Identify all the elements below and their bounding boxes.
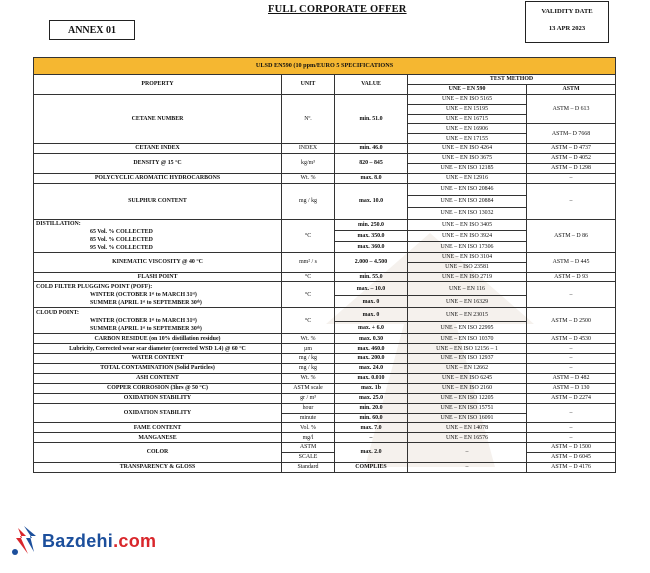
contamination-astm: – <box>527 364 616 374</box>
bazdehi-logo <box>10 521 156 561</box>
logo-text-main: Bazdehi <box>42 530 114 551</box>
col-value: VALUE <box>335 75 408 95</box>
viscosity-value: 2.000 – 4.500 <box>335 252 408 272</box>
fame-unit: Vol. % <box>282 423 335 433</box>
density-property: DENSITY @ 15 °C <box>34 154 282 174</box>
cetane-une-3: UNE – EN 16715 <box>408 114 527 124</box>
viscosity-unit: mm² / s <box>282 252 335 272</box>
contamination-une: UNE – EN 12662 <box>408 364 527 374</box>
cloud-heading: CLOUD POINT: <box>36 309 79 316</box>
cloud-unit: °C <box>282 308 335 334</box>
water-une: UNE – EN ISO 12937 <box>408 354 527 364</box>
color-unit-2: SCALE <box>282 453 335 463</box>
color-une: – <box>408 443 527 463</box>
copper-property: COPPER CORROSION (3hrs @ 50 °C) <box>34 383 282 393</box>
distillation-heading: DISTILLATION: <box>36 220 81 227</box>
density-unit: kg/m³ <box>282 154 335 174</box>
distillation-line: 95 Vol. % COLLECTED <box>90 244 153 251</box>
pah-value: max. 8.0 <box>335 173 408 183</box>
transparency-unit: Standard <box>282 463 335 473</box>
density-astm-1: ASTM – D 4052 <box>527 154 616 164</box>
cetane-une-2: UNE – EN 15195 <box>408 104 527 114</box>
col-test-method: TEST METHOD <box>408 75 616 85</box>
ash-value: max. 0.010 <box>335 374 408 384</box>
cfpp-une-1: UNE – EN 116 <box>408 282 527 296</box>
col-property: PROPERTY <box>34 75 282 95</box>
cetane-index-une: UNE – EN ISO 4264 <box>408 144 527 154</box>
lubricity-unit: µm <box>282 344 335 354</box>
distillation-une-3: UNE – EN ISO 17306 <box>408 241 527 252</box>
oxidation2-property: OXIDATION STABILITY <box>34 403 282 423</box>
cetane-une-5: UNE – EN 17155 <box>408 134 527 144</box>
transparency-une: – <box>408 463 527 473</box>
transparency-astm: ASTM – D 4176 <box>527 463 616 473</box>
col-une: UNE – EN 590 <box>408 84 527 94</box>
viscosity-une-2: UNE – ISO 23581 <box>408 262 527 272</box>
cetane-une-4: UNE – EN 16906 <box>408 124 527 134</box>
validity-date: 13 APR 2023 <box>548 25 586 32</box>
oxidation2-value-2: min. 60.0 <box>335 413 408 423</box>
carbon-residue-value: max. 0.30 <box>335 334 408 344</box>
cloud-line: WINTER (OCTOBER 1ˢᵗ to MARCH 31ˢᵗ) <box>90 317 197 324</box>
oxidation-astm: ASTM – D 2274 <box>527 393 616 403</box>
oxidation2-unit-1: hour <box>282 403 335 413</box>
manganese-une: UNE – EN 16576 <box>408 433 527 443</box>
contamination-property: TOTAL CONTAMINATION (Solid Particles) <box>34 364 282 374</box>
pah-une: UNE – EN 12916 <box>408 173 527 183</box>
flash-astm: ASTM – D 93 <box>527 272 616 282</box>
distillation-line: 65 Vol. % COLLECTED <box>90 228 153 235</box>
oxidation2-astm: – <box>527 403 616 423</box>
contamination-value: max. 24.0 <box>335 364 408 374</box>
cetane-astm-1: ASTM – D 613 <box>527 94 616 124</box>
lubricity-astm: – <box>527 344 616 354</box>
spec-band: ULSD EN590 (10 ppm/EURO 5 SPECIFICATIONS <box>34 58 616 75</box>
distillation-value-1: min. 250.0 <box>335 219 408 230</box>
page-title: FULL CORPORATE OFFER <box>268 4 407 15</box>
cfpp-une-2: UNE – EN 16329 <box>408 296 527 308</box>
distillation-value-2: max. 350.0 <box>335 230 408 241</box>
carbon-residue-unit: Wt. % <box>282 334 335 344</box>
cloud-value-2: max. + 6.0 <box>335 322 408 334</box>
sulphur-value: max. 10.0 <box>335 183 408 219</box>
manganese-astm: – <box>527 433 616 443</box>
ash-unit: Wt. % <box>282 374 335 384</box>
annex-label: ANNEX 01 <box>49 20 135 40</box>
water-astm: – <box>527 354 616 364</box>
cfpp-astm: – <box>527 282 616 308</box>
water-value: max. 200.0 <box>335 354 408 364</box>
distillation-unit: °C <box>282 219 335 252</box>
transparency-value: COMPLIES <box>335 463 408 473</box>
distillation-line: 85 Vol. % COLLECTED <box>90 236 153 243</box>
distillation-une-1: UNE – EN ISO 3405 <box>408 219 527 230</box>
cetane-value: min. 51.0 <box>335 94 408 143</box>
water-unit: mg / kg <box>282 354 335 364</box>
oxidation-une: UNE – EN ISO 12205 <box>408 393 527 403</box>
cetane-une-1: UNE – EN ISO 5165 <box>408 94 527 104</box>
specification-table <box>33 57 616 473</box>
carbon-residue-une: UNE – EN ISO 10370 <box>408 334 527 344</box>
flash-value: min. 55.0 <box>335 272 408 282</box>
color-unit-1: ASTM <box>282 443 335 453</box>
cfpp-property <box>34 282 282 308</box>
contamination-unit: mg / kg <box>282 364 335 374</box>
col-astm: ASTM <box>527 84 616 94</box>
density-astm-2: ASTM – D 1298 <box>527 164 616 174</box>
carbon-residue-property: CARBON RESIDUE (on 10% distillation residue) <box>34 334 282 344</box>
color-value: max. 2.0 <box>335 443 408 463</box>
manganese-unit: mg/l <box>282 433 335 443</box>
carbon-residue-astm: ASTM – D 4530 <box>527 334 616 344</box>
color-astm-2: ASTM – D 6045 <box>527 453 616 463</box>
density-value: 820 – 845 <box>335 154 408 174</box>
ash-property: ASH CONTENT <box>34 374 282 384</box>
oxidation2-une-1: UNE – EN ISO 15751 <box>408 403 527 413</box>
manganese-property: MANGANESE <box>34 433 282 443</box>
cfpp-line: SUMMER (APRIL 1ˢᵗ to SEPTEMBER 30ᵗʰ) <box>90 299 202 306</box>
fame-une: UNE – EN 14078 <box>408 423 527 433</box>
sulphur-une-1: UNE – EN ISO 20846 <box>408 183 527 195</box>
pah-unit: Wt. % <box>282 173 335 183</box>
cloud-line: SUMMER (APRIL 1ˢᵗ to SEPTEMBER 30ᵗʰ) <box>90 325 202 332</box>
col-unit: UNIT <box>282 75 335 95</box>
oxidation2-une-2: UNE – EN ISO 16091 <box>408 413 527 423</box>
cfpp-value-2: max. 0 <box>335 296 408 308</box>
flash-unit: °C <box>282 272 335 282</box>
bazdehi-logo-text <box>42 531 156 552</box>
color-astm-1: ASTM – D 1500 <box>527 443 616 453</box>
cetane-index-property: CETANE INDEX <box>34 144 282 154</box>
oxidation2-value-1: min. 20.0 <box>335 403 408 413</box>
cfpp-heading: COLD FILTER PLUGGING POINT (POFF): <box>36 283 153 290</box>
cloud-une-1: UNE – EN 23015 <box>408 308 527 322</box>
cetane-index-value: min. 46.0 <box>335 144 408 154</box>
manganese-value: – <box>335 433 408 443</box>
cloud-astm: ASTM – D 2500 <box>527 308 616 334</box>
distillation-property <box>34 219 282 252</box>
copper-value: max. 1b <box>335 383 408 393</box>
sulphur-astm: – <box>527 183 616 219</box>
distillation-une-2: UNE – EN ISO 3924 <box>408 230 527 241</box>
viscosity-property: KINEMATIC VISCOSITY @ 40 °C <box>34 252 282 272</box>
copper-une: UNE – EN ISO 2160 <box>408 383 527 393</box>
pah-property: POLYCYCLIC AROMATIC HYDROCARBONS <box>34 173 282 183</box>
cloud-value-1: max. 0 <box>335 308 408 322</box>
viscosity-une-1: UNE – EN ISO 3104 <box>408 252 527 262</box>
fame-value: max. 7.0 <box>335 423 408 433</box>
ash-astm: ASTM – D 482 <box>527 374 616 384</box>
oxidation-unit: gr / m³ <box>282 393 335 403</box>
ash-une: UNE – EN ISO 6245 <box>408 374 527 384</box>
distillation-astm: ASTM – D 86 <box>527 219 616 252</box>
fame-astm: – <box>527 423 616 433</box>
lubricity-property: Lubricity, Corrected wear scar diameter (corrected WSD 1.4) @ 60 °C <box>34 344 282 354</box>
transparency-property: TRANSPARENCY & GLOSS <box>34 463 282 473</box>
logo-text-suffix: .com <box>113 530 157 551</box>
distillation-value-3: max. 360.0 <box>335 241 408 252</box>
cfpp-unit: °C <box>282 282 335 308</box>
cetane-astm-2: ASTM– D 7668 <box>527 124 616 144</box>
fame-property: FAME CONTENT <box>34 423 282 433</box>
pah-astm: – <box>527 173 616 183</box>
density-une-2: UNE – EN ISO 12185 <box>408 164 527 174</box>
copper-astm: ASTM – D 130 <box>527 383 616 393</box>
oxidation2-unit-2: minute <box>282 413 335 423</box>
lubricity-value: max. 460.0 <box>335 344 408 354</box>
flash-une: UNE – EN ISO 2719 <box>408 272 527 282</box>
cfpp-value-1: max. – 10.0 <box>335 282 408 296</box>
sulphur-une-3: UNE – EN ISO 13032 <box>408 207 527 219</box>
water-property: WATER CONTENT <box>34 354 282 364</box>
viscosity-astm: ASTM – D 445 <box>527 252 616 272</box>
flash-property: FLASH POINT <box>34 272 282 282</box>
sulphur-une-2: UNE – EN ISO 20884 <box>408 195 527 207</box>
cloud-property <box>34 308 282 334</box>
validity-label: VALIDITY DATE <box>541 8 593 15</box>
cetane-index-astm: ASTM – D 4737 <box>527 144 616 154</box>
copper-unit: ASTM scale <box>282 383 335 393</box>
bazdehi-mark-icon <box>10 524 40 558</box>
cetane-index-unit: INDEX <box>282 144 335 154</box>
color-property: COLOR <box>34 443 282 463</box>
validity-box <box>525 1 609 43</box>
density-une-1: UNE – EN ISO 3675 <box>408 154 527 164</box>
cetane-unit: Nº. <box>282 94 335 143</box>
cfpp-line: WINTER (OCTOBER 1ˢᵗ to MARCH 31ˢᵗ) <box>90 291 197 298</box>
sulphur-property: SULPHUR CONTENT <box>34 183 282 219</box>
oxidation-value: max. 25.0 <box>335 393 408 403</box>
oxidation-property: OXIDATION STABILITY <box>34 393 282 403</box>
cetane-property: CETANE NUMBER <box>34 94 282 143</box>
lubricity-une: UNE – EN ISO 12156 – 1 <box>408 344 527 354</box>
sulphur-unit: mg / kg <box>282 183 335 219</box>
cloud-une-2: UNE – EN ISO 22995 <box>408 322 527 334</box>
